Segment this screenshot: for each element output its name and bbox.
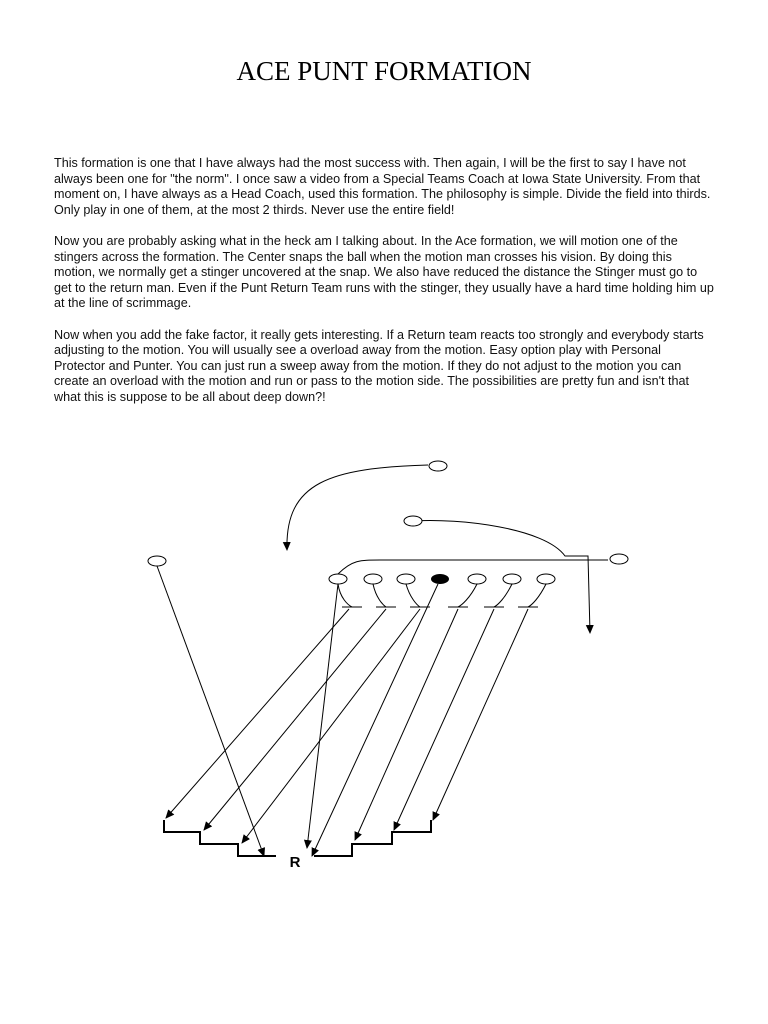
protector-line (338, 560, 608, 574)
punter-route (287, 465, 428, 550)
center-player (431, 574, 449, 584)
line-player (503, 574, 521, 584)
page-title: ACE PUNT FORMATION (236, 56, 532, 86)
return-man-label: R (289, 854, 301, 871)
punter-player (429, 461, 447, 471)
protector-player (404, 516, 422, 526)
paragraph-3: Now when you add the fake factor, it really gets interesting. If a Return team reacts too strongly and everybody starts adjusting to the motion. You will usually see a overload away from the motion. Easy option play with Personal Protector and Punter. You can just run a sweep away from the motion. If they do not adjust to the motion you can create an overload with the motion and run or pass to the motion side. The possibilities are pretty fun and isn't that what this is suppose to be all about deep down?! (54, 327, 704, 404)
paragraph-1: This formation is one that I have always had the most success with. Then again, I will be the first to say I have not always been one for "the norm". I once saw a video from a Special Teams Coach at Iowa State University. From that moment on, I have always as a Head Coach, used this formation. The philosophy is simple. Divide the field into thirds. Only play in one of them, at the most 2 thirds. Never use the entire field! (54, 156, 711, 217)
paragraph-2: Now you are probably asking what in the heck am I talking about. In the Ace formation, we will motion one of the stingers across the formation. The Center snaps the ball when the motion man crosses his vision. By doing this motion, we normally get a stinger uncovered at the snap. We also have reduced the distance the Stinger must go to get to the return man. Even if the Punt Return Team runs with the stinger, they usually have a hard time holding him up at the line of scrimmage. (54, 234, 714, 310)
line-player (397, 574, 415, 584)
return-alignment-right (314, 820, 431, 856)
left-wing-player (148, 556, 166, 566)
line-player (537, 574, 555, 584)
line-player (329, 574, 347, 584)
return-alignment-left (164, 820, 276, 856)
line-player (364, 574, 382, 584)
motion-player (610, 554, 628, 564)
line-player (468, 574, 486, 584)
